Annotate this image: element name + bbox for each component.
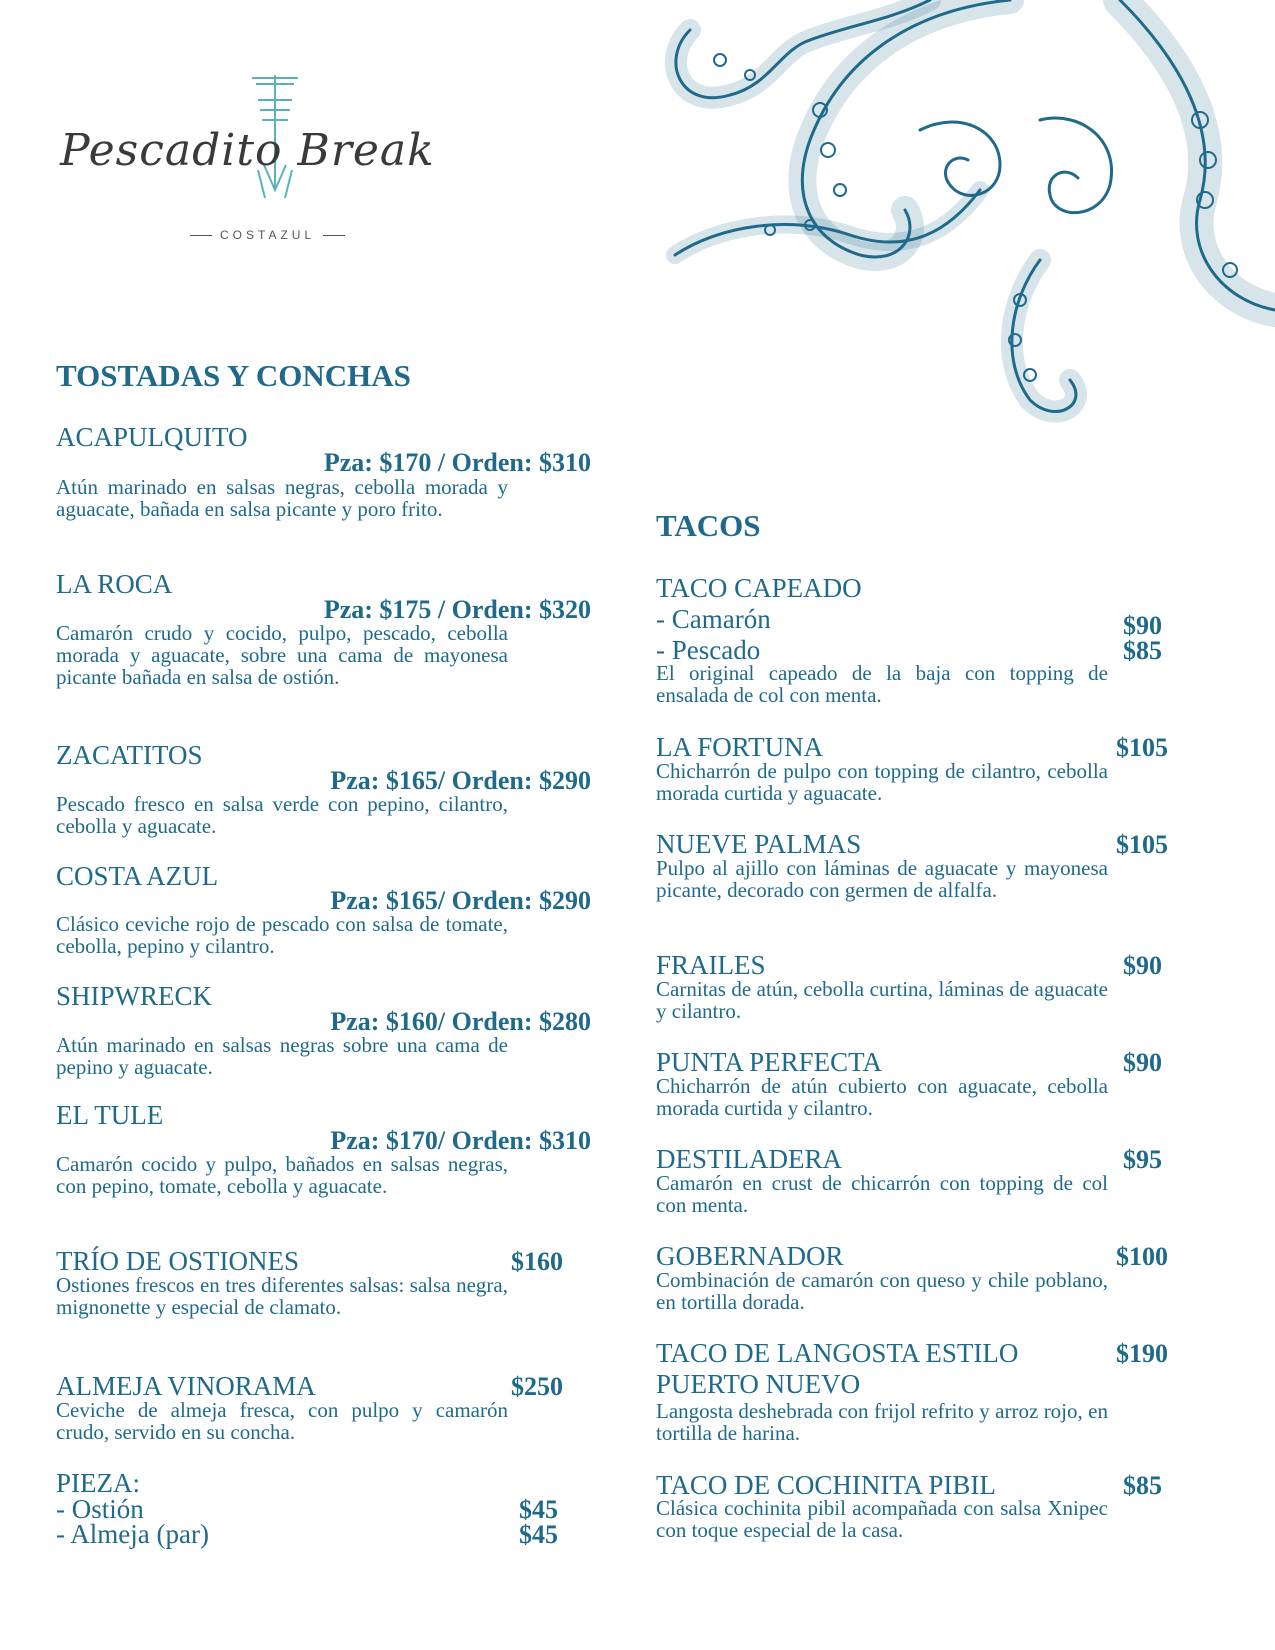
- item-price: Pza: $175 / Orden: $320: [323, 595, 591, 624]
- item-description: Chicharrón de pulpo con topping de cilantro, cebolla morada curtida y aguacate.: [656, 759, 1108, 805]
- item-price: $90: [1123, 951, 1162, 980]
- variant-price: $85: [1123, 636, 1162, 665]
- item-name: PUNTA PERFECTA: [656, 1047, 882, 1077]
- item-description: El original capeado de la baja con topping de ensalada de col con menta.: [656, 661, 1108, 707]
- item-description: Chicharrón de atún cubierto con aguacate, cebolla morada curtida y cilantro.: [656, 1074, 1108, 1120]
- octopus-tentacles-illustration: [660, 0, 1275, 430]
- pieza-row-price: $45: [519, 1495, 558, 1524]
- item-description: Pulpo al ajillo con láminas de aguacate y mayonesa picante, decorado con germen de alfalfa.: [656, 856, 1108, 902]
- item-description: Ostiones frescos en tres diferentes salsas: salsa negra, mignonette y especial de clamato.: [56, 1273, 508, 1319]
- item-price: $190: [1116, 1339, 1168, 1368]
- item-price: $105: [1116, 830, 1168, 859]
- pieza-row-name: - Almeja (par): [56, 1519, 209, 1549]
- item-price: $250: [511, 1372, 563, 1401]
- item-name: COSTA AZUL: [56, 861, 219, 891]
- item-description: Carnitas de atún, cebolla curtina, láminas de aguacate y cilantro.: [656, 977, 1108, 1023]
- item-description: Ceviche de almeja fresca, con pulpo y camarón crudo, servido en su concha.: [56, 1398, 508, 1444]
- item-description: Clásico ceviche rojo de pescado con salsa de tomate, cebolla, pepino y cilantro.: [56, 912, 508, 958]
- item-name: DESTILADERA: [656, 1144, 842, 1174]
- item-price: Pza: $170/ Orden: $310: [330, 1126, 591, 1155]
- item-name: TACO DE LANGOSTA ESTILO: [656, 1338, 1019, 1368]
- item-price: Pza: $170 / Orden: $310: [323, 448, 591, 477]
- pieza-title: PIEZA:: [56, 1468, 140, 1498]
- item-description: Camarón crudo y cocido, pulpo, pescado, cebolla morada y aguacate, sobre una cama de mayonesa picante bañada en salsa de ostión.: [56, 621, 508, 689]
- logo-subtitle: COSTAZUL: [220, 228, 316, 242]
- item-name: LA ROCA: [56, 569, 173, 599]
- item-name: GOBERNADOR: [656, 1241, 844, 1271]
- item-name: ZACATITOS: [56, 740, 203, 770]
- item-description: Atún marinado en salsas negras, cebolla morada y aguacate, bañada en salsa picante y poro frito.: [56, 475, 508, 521]
- item-price: $105: [1116, 733, 1168, 762]
- item-description: Camarón cocido y pulpo, bañados en salsas negras, con pepino, tomate, cebolla y aguacate.: [56, 1152, 508, 1198]
- item-name: ACAPULQUITO: [56, 422, 248, 452]
- item-price: $95: [1123, 1145, 1162, 1174]
- item-name: ALMEJA VINORAMA: [56, 1371, 316, 1401]
- item-price: Pza: $165/ Orden: $290: [330, 886, 591, 915]
- item-name: TACO DE COCHINITA PIBIL: [656, 1470, 996, 1500]
- item-name: EL TULE: [56, 1100, 164, 1130]
- pieza-row-name: - Ostión: [56, 1494, 144, 1524]
- item-name-line2: PUERTO NUEVO: [656, 1369, 861, 1399]
- item-price: $85: [1123, 1471, 1162, 1500]
- item-description: Pescado fresco en salsa verde con pepino, cilantro, cebolla y aguacate.: [56, 792, 508, 838]
- item-price: Pza: $160/ Orden: $280: [330, 1007, 591, 1036]
- item-name: LA FORTUNA: [656, 732, 824, 762]
- item-description: Atún marinado en salsas negras sobre una cama de pepino y aguacate.: [56, 1033, 508, 1079]
- item-name: TRÍO DE OSTIONES: [56, 1246, 299, 1276]
- item-name: TACO CAPEADO: [656, 573, 862, 603]
- item-description: Langosta deshebrada con frijol refrito y arroz rojo, en tortilla de harina.: [656, 1399, 1108, 1445]
- item-price: Pza: $165/ Orden: $290: [330, 766, 591, 795]
- item-price: $160: [511, 1247, 563, 1276]
- pieza-row-price: $45: [519, 1520, 558, 1549]
- variant-name: - Camarón: [656, 604, 771, 634]
- item-name: FRAILES: [656, 950, 766, 980]
- item-price: $90: [1123, 1048, 1162, 1077]
- section-title-tostadas: TOSTADAS Y CONCHAS: [56, 358, 411, 393]
- item-description: Combinación de camarón con queso y chile poblano, en tortilla dorada.: [656, 1268, 1108, 1314]
- logo-wordmark: Pescadito Break: [60, 125, 435, 176]
- item-name: SHIPWRECK: [56, 981, 213, 1011]
- item-description: Clásica cochinita pibil acompañada con salsa Xnipec con toque especial de la casa.: [656, 1496, 1108, 1542]
- section-title-tacos: TACOS: [656, 508, 761, 543]
- logo: [60, 70, 480, 250]
- item-name: NUEVE PALMAS: [656, 829, 862, 859]
- item-description: Camarón en crust de chicarrón con topping de col con menta.: [656, 1171, 1108, 1217]
- item-price: $100: [1116, 1242, 1168, 1271]
- variant-name: - Pescado: [656, 635, 761, 665]
- logo-subtitle-row: [190, 228, 350, 242]
- variant-price: $90: [1123, 611, 1162, 640]
